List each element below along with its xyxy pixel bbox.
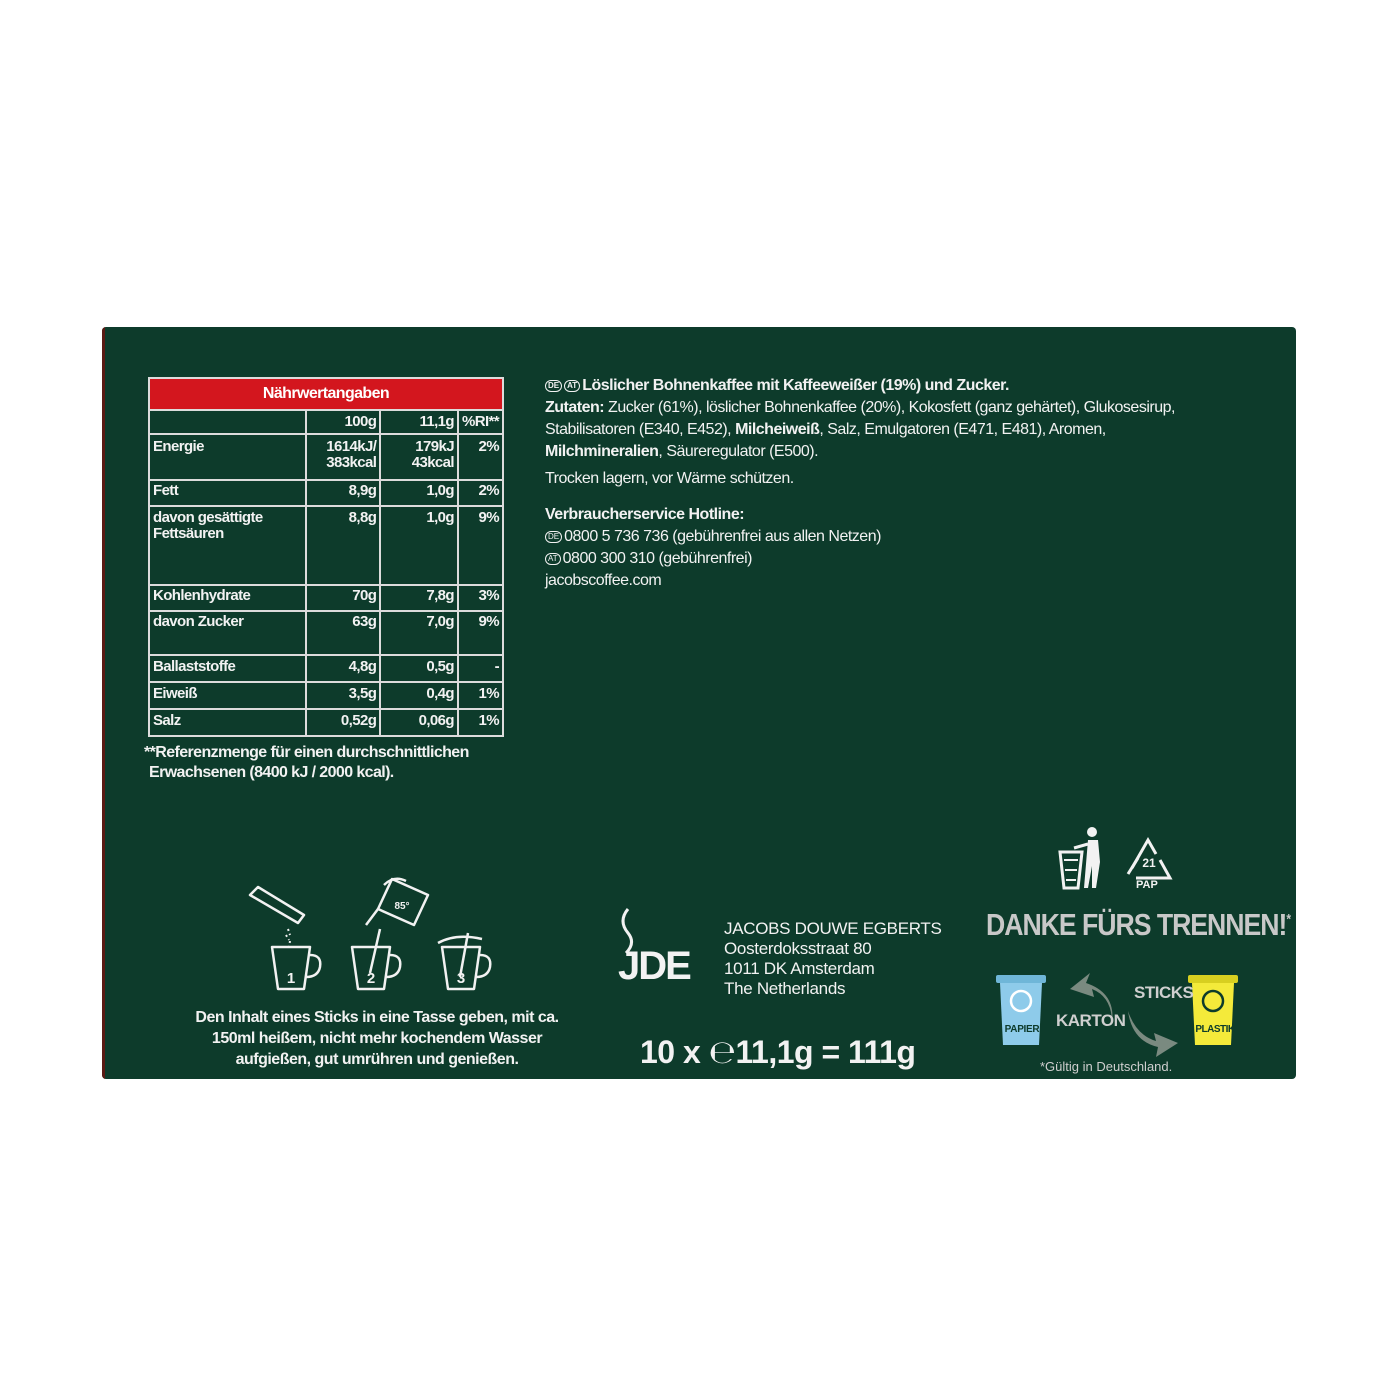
header-serving: 11,1g: [380, 410, 458, 434]
hotline-at: AT 0800 300 310 (gebührenfrei): [545, 548, 1265, 570]
validity-note: *Gültig in Deutschland.: [1040, 1059, 1173, 1074]
stick-icon: [250, 887, 304, 923]
table-row: [149, 611, 503, 655]
recycling-code: 21: [1142, 856, 1156, 870]
sticks-label: STICKS: [1134, 983, 1194, 1002]
table-row: [149, 434, 503, 480]
estimated-sign: ℮: [708, 1033, 736, 1071]
row-label: davon gesättigte Fettsäuren: [149, 506, 306, 585]
product-info: [545, 375, 1265, 592]
header-100g: 100g: [306, 410, 380, 434]
table-row: [149, 480, 503, 506]
row-ri: 9%: [458, 506, 503, 585]
flag-at: AT: [564, 380, 580, 392]
row-per100: 3,5g: [306, 682, 380, 709]
row-per100: 1614kJ/ 383kcal: [306, 434, 380, 480]
row-ri: 2%: [458, 480, 503, 506]
tidyman-icon: [1060, 827, 1100, 888]
row-per100: 63g: [306, 611, 380, 655]
packaging-panel: [102, 327, 1296, 1079]
row-per100: 0,52g: [306, 709, 380, 736]
header-ri: %RI**: [458, 410, 503, 434]
table-row: [149, 682, 503, 709]
material-code: PAP: [1136, 879, 1158, 891]
row-ri: 1%: [458, 682, 503, 709]
row-ri: 9%: [458, 611, 503, 655]
row-ri: -: [458, 655, 503, 682]
row-serving: 1,0g: [380, 506, 458, 585]
row-serving: 7,0g: [380, 611, 458, 655]
row-label: Kohlenhydrate: [149, 585, 306, 611]
row-label: davon Zucker: [149, 611, 306, 655]
step-2-label: 2: [366, 970, 376, 987]
storage-note: Trocken lagern, vor Wärme schützen.: [545, 470, 794, 487]
step-1-label: 1: [286, 970, 296, 987]
row-ri: 1%: [458, 709, 503, 736]
nutrition-title: Nährwertangaben: [149, 378, 503, 410]
table-row: [149, 655, 503, 682]
ri-footnote: **Referenzmenge für einen durchschnittlichen Erwachsenen (8400 kJ / 2000 kcal).: [144, 744, 469, 781]
karton-label: KARTON: [1056, 1011, 1126, 1030]
row-serving: 179kJ 43kcal: [380, 434, 458, 480]
jde-logo-icon: [612, 905, 712, 995]
row-per100: 8,8g: [306, 506, 380, 585]
preparation-steps-icon: [242, 877, 502, 997]
arrow-sticks-icon: [1128, 1011, 1178, 1057]
panel-edge: [102, 327, 105, 1079]
table-row: [149, 585, 503, 611]
ingredients-line-2: Stabilisatoren (E340, E452), Milcheiweiß, Salz, Emulgatoren (E471, E481), Aromen,: [545, 421, 1106, 438]
bin-label-papier: PAPIER: [1004, 1024, 1040, 1035]
website-link[interactable]: jacobscoffee.com: [545, 572, 662, 589]
recycling-symbols: [1052, 824, 1182, 899]
row-label: Fett: [149, 480, 306, 506]
row-serving: 1,0g: [380, 480, 458, 506]
table-row: [149, 506, 503, 585]
row-label: Salz: [149, 709, 306, 736]
nutrition-table: [148, 377, 504, 737]
ingredients: Zutaten: Zucker (61%), löslicher Bohnenkaffee (20%), Kokosfett (ganz gehärtet), Glukosesirup,: [545, 399, 1175, 416]
step-3-label: 3: [456, 970, 466, 987]
row-per100: 4,8g: [306, 655, 380, 682]
ingredients-line-3: Milchmineralien, Säureregulator (E500).: [545, 443, 819, 460]
temperature-label: 85°: [394, 901, 410, 912]
row-serving: 7,8g: [380, 585, 458, 611]
flag-de: DE: [545, 380, 562, 392]
thanks-heading: DANKE FÜRS TRENNEN!*: [986, 907, 1290, 942]
header-empty: [149, 410, 306, 434]
row-label: Ballaststoffe: [149, 655, 306, 682]
row-label: Eiweiß: [149, 682, 306, 709]
hotline-de: DE 0800 5 736 736 (gebührenfrei aus allen Netzen): [545, 526, 1265, 548]
preparation-text: Den Inhalt eines Sticks in eine Tasse geben, mit ca. 150ml heißem, nicht mehr kochendem Wasser aufgießen, gut umrühren und genießen.: [195, 1009, 559, 1068]
row-label: Energie: [149, 434, 306, 480]
row-serving: 0,06g: [380, 709, 458, 736]
hotline-title: Verbraucherservice Hotline:: [545, 506, 745, 523]
row-per100: 8,9g: [306, 480, 380, 506]
jde-logo-text: JDE: [618, 944, 690, 988]
row-serving: 0,5g: [380, 655, 458, 682]
table-row: [149, 709, 503, 736]
row-ri: 2%: [458, 434, 503, 480]
net-quantity: 10 x ℮11,1g = 111g: [640, 1033, 916, 1071]
company-address: JACOBS DOUWE EGBERTS Oosterdoksstraat 80 1011 DK Amsterdam The Netherlands: [724, 919, 942, 998]
bin-label-plastik: PLASTIK: [1195, 1024, 1235, 1035]
row-ri: 3%: [458, 585, 503, 611]
row-serving: 0,4g: [380, 682, 458, 709]
product-description: DE AT Löslicher Bohnenkaffee mit Kaffeeweißer (19%) und Zucker.: [545, 375, 1265, 397]
row-per100: 70g: [306, 585, 380, 611]
